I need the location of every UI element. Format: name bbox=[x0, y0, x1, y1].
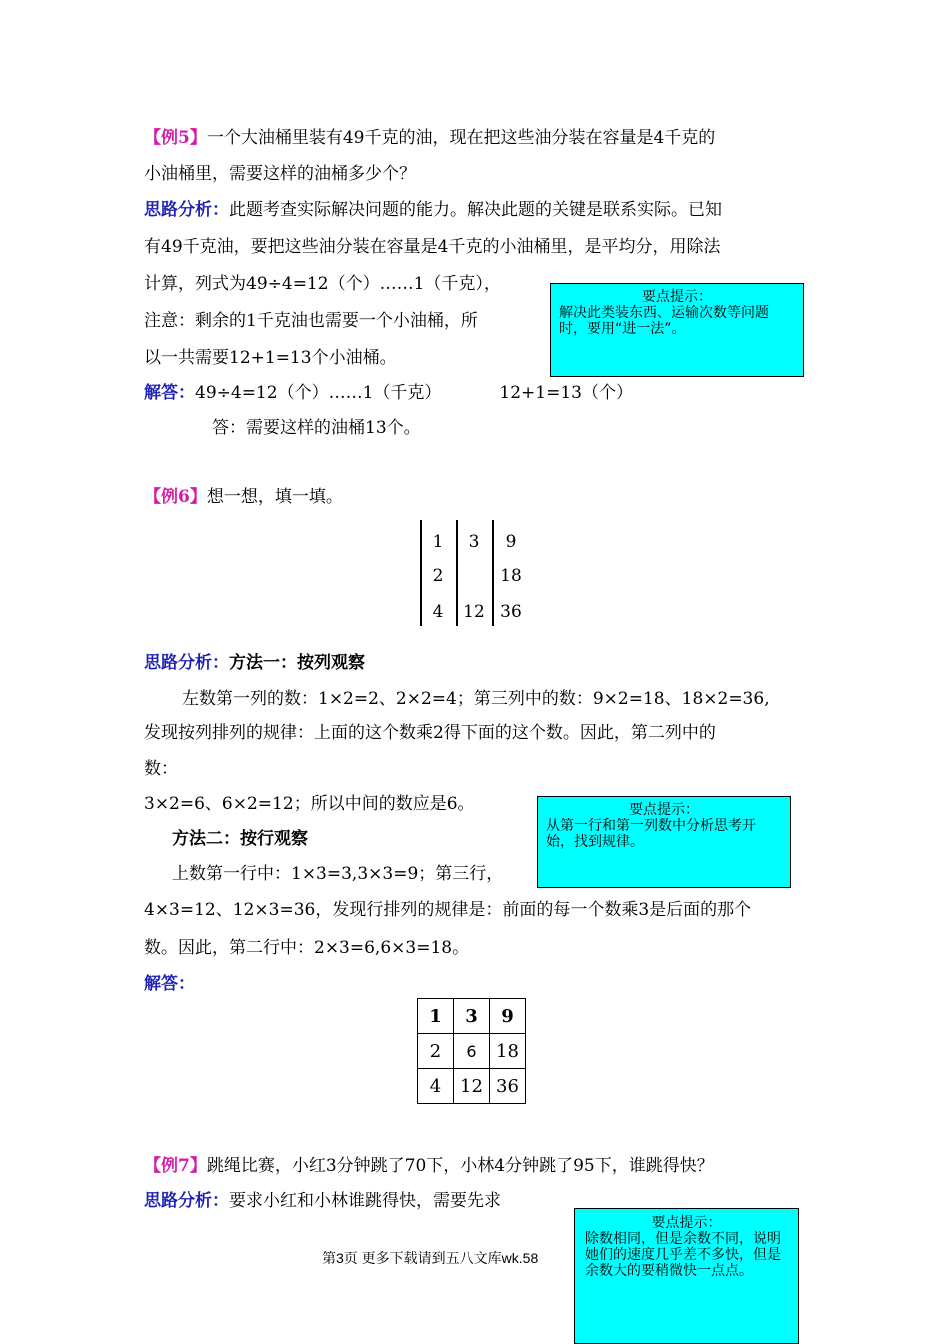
ex5-answer-final: 答：需要这样的油桶13个。 bbox=[212, 418, 421, 438]
grid-line bbox=[456, 520, 458, 626]
ex5-answer-1: 49÷4=12（个）……1（千克） bbox=[195, 383, 442, 403]
ex5-tip-title: 要点提示： bbox=[642, 289, 712, 305]
ex6-m1-line2: 发现按列排列的规律：上面的这个数乘2得下面的这个数。因此，第二列中的 bbox=[144, 723, 716, 743]
ex6-m2-line2: 4×3=12、12×3=36，发现行排列的规律是：前面的每一个数乘3是后面的那个 bbox=[144, 900, 752, 920]
puzzle-cell: 1 bbox=[432, 532, 444, 552]
ex7-tip-body: 除数相同，但是余数不同，说明她们的速度几乎差不多快，但是余数大的要稍微快一点点。 bbox=[585, 1231, 781, 1279]
table-row bbox=[418, 999, 526, 1034]
answer-cell: 9 bbox=[490, 999, 526, 1034]
answer-cell: 4 bbox=[418, 1069, 454, 1104]
ex6-m2-line3: 数。因此，第二行中：2×3=6,6×3=18。 bbox=[144, 938, 470, 958]
ex6-answer-grid bbox=[417, 998, 526, 1104]
ex5-question-line1 bbox=[144, 126, 715, 150]
ex5-answer-line bbox=[144, 381, 633, 405]
ex6-tip-title: 要点提示： bbox=[629, 802, 699, 818]
ex6-m1-line1: 左数第一列的数：1×2=2、2×2=4；第三列中的数：9×2=18、18×2=36, bbox=[182, 689, 770, 709]
ex6-m2-line1: 上数第一行中：1×3=3,3×3=9；第三行， bbox=[172, 864, 504, 884]
answer-cell: 3 bbox=[454, 999, 490, 1034]
page-footer: 第3页 更多下载请到五八文库wk.58 bbox=[322, 1250, 539, 1266]
puzzle-cell: 3 bbox=[468, 532, 480, 552]
ex6-question-line bbox=[144, 485, 343, 509]
ex5-question-line2: 小油桶里，需要这样的油桶多少个？ bbox=[144, 164, 416, 184]
ex6-puzzle-grid bbox=[418, 520, 530, 628]
ex6-question-text: 想一想，填一填。 bbox=[206, 487, 343, 507]
ex7-question-text: 跳绳比赛，小红3分钟跳了70下，小林4分钟跳了95下，谁跳得快？ bbox=[206, 1156, 714, 1176]
ex5-analysis-line2: 有49千克油，要把这些油分装在容量是4千克的小油桶里，是平均分，用除法 bbox=[144, 237, 721, 257]
answer-cell: 12 bbox=[454, 1069, 490, 1104]
ex6-analysis-label: 思路分析： bbox=[144, 653, 229, 673]
ex5-analysis-line4: 注意：剩余的1千克油也需要一个小油桶，所 bbox=[144, 311, 478, 331]
answer-cell: 1 bbox=[418, 999, 454, 1034]
ex6-m1-line4: 3×2=6、6×2=12；所以中间的数应是6。 bbox=[144, 794, 475, 814]
ex6-tip-box bbox=[537, 796, 791, 888]
ex5-analysis-text1: 此题考查实际解决问题的能力。解决此题的关键是联系实际。已知 bbox=[229, 200, 722, 220]
ex6-analysis-line bbox=[144, 651, 365, 675]
grid-line bbox=[492, 520, 494, 626]
answer-cell: 18 bbox=[490, 1034, 526, 1069]
ex6-tag: 【例6】 bbox=[144, 487, 207, 507]
ex5-answer-2: 12+1=13（个） bbox=[499, 383, 633, 403]
ex5-analysis-line3: 计算，列式为49÷4=12（个）……1（千克）， bbox=[144, 274, 501, 294]
ex5-tag: 【例5】 bbox=[144, 128, 207, 148]
ex5-tip-box bbox=[550, 283, 804, 377]
ex7-question-line bbox=[144, 1154, 714, 1178]
grid-line bbox=[420, 520, 422, 626]
ex5-answer-label: 解答： bbox=[144, 383, 195, 403]
table-row bbox=[418, 1034, 526, 1069]
ex6-tip-body: 从第一行和第一列数中分析思考开始，找到规律。 bbox=[546, 818, 756, 850]
puzzle-cell: 36 bbox=[500, 602, 522, 622]
ex6-m1-line3: 数： bbox=[144, 759, 178, 779]
ex7-analysis-label: 思路分析： bbox=[144, 1191, 229, 1211]
puzzle-cell: 4 bbox=[432, 602, 444, 622]
ex5-analysis-line1 bbox=[144, 198, 722, 222]
ex7-tag: 【例7】 bbox=[144, 1156, 207, 1176]
ex6-answer-label: 解答： bbox=[144, 974, 195, 994]
puzzle-cell: 18 bbox=[500, 566, 522, 586]
puzzle-cell: 2 bbox=[432, 566, 444, 586]
answer-cell-filled: 6 bbox=[454, 1034, 490, 1069]
ex7-tip-box bbox=[574, 1208, 799, 1344]
ex5-analysis-line5: 以一共需要12+1=13个小油桶。 bbox=[144, 348, 397, 368]
ex7-analysis-text: 要求小红和小林谁跳得快，需要先求 bbox=[229, 1191, 501, 1211]
ex5-analysis-label: 思路分析： bbox=[144, 200, 229, 220]
ex7-analysis-line bbox=[144, 1189, 501, 1213]
puzzle-cell: 12 bbox=[463, 602, 485, 622]
ex5-question-text1: 一个大油桶里装有49千克的油，现在把这些油分装在容量是4千克的 bbox=[206, 128, 716, 148]
ex7-tip-title: 要点提示： bbox=[651, 1215, 722, 1231]
answer-cell: 2 bbox=[418, 1034, 454, 1069]
ex6-method1-title: 方法一：按列观察 bbox=[229, 653, 365, 673]
table-row bbox=[418, 1069, 526, 1104]
puzzle-cell: 9 bbox=[505, 532, 517, 552]
ex6-method2-title: 方法二：按行观察 bbox=[172, 829, 308, 849]
answer-cell: 36 bbox=[490, 1069, 526, 1104]
ex5-tip-body: 解决此类装东西、运输次数等问题时，要用“进一法”。 bbox=[559, 305, 769, 337]
